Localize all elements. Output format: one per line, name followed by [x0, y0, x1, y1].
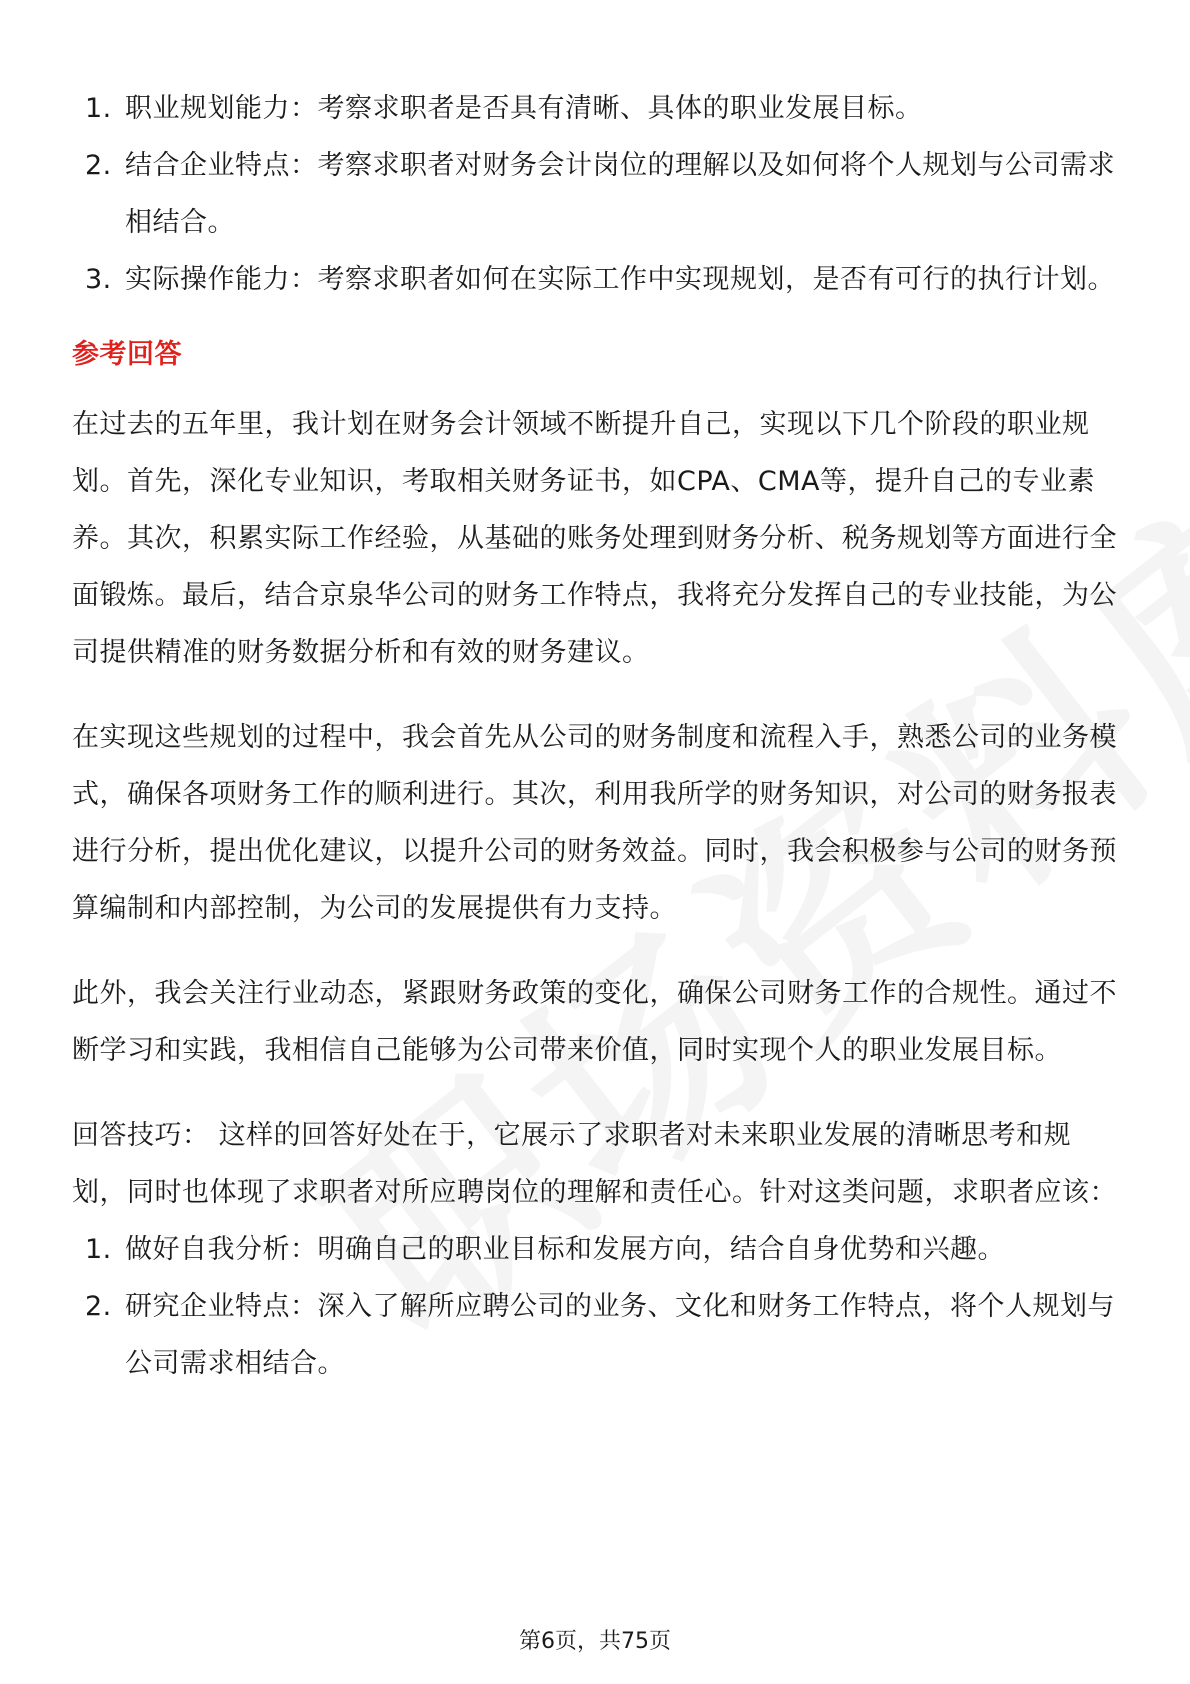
list-item-number: 2. [85, 1291, 112, 1322]
list-item [72, 251, 1122, 308]
answer-paragraph: 在实现这些规划的过程中，我会首先从公司的财务制度和流程入手，熟悉公司的业务模式，确保各项财务工作的顺利进行。其次，利用我所学的财务知识，对公司的财务报表进行分析，提出优化建议，以提升公司的财务效益。同时，我会积极参与公司的财务预算编制和内部控制，为公司的发展提供有力支持。 [72, 722, 1117, 924]
section-heading: 参考回答 [72, 339, 182, 370]
answer-paragraph: 此外，我会关注行业动态，紧跟财务政策的变化，确保公司财务工作的合规性。通过不断学习和实践，我相信自己能够为公司带来价值，同时实现个人的职业发展目标。 [72, 978, 1117, 1066]
list-item [72, 80, 1122, 137]
list-item-number: 3. [85, 264, 112, 295]
list-item-text: 结合企业特点：考察求职者对财务会计岗位的理解以及如何将个人规划与公司需求相结合。 [125, 150, 1115, 238]
list-item-number: 1. [85, 1234, 112, 1265]
answer-paragraph: 在过去的五年里，我计划在财务会计领域不断提升自己，实现以下几个阶段的职业规划。首先，深化专业知识，考取相关财务证书，如CPA、CMA等，提升自己的专业素养。其次，积累实际工作经验，从基础的账务处理到财务分析、税务规划等方面进行全面锻炼。最后，结合京泉华公司的财务工作特点，我将充分发挥自己的专业技能，为公司提供精准的财务数据分析和有效的财务建议。 [72, 409, 1117, 668]
list-item-text: 做好自我分析：明确自己的职业目标和发展方向，结合自身优势和兴趣。 [125, 1234, 1005, 1265]
list-item [72, 137, 1122, 251]
list-item-number: 2. [85, 150, 112, 181]
list-item-text: 实际操作能力：考察求职者如何在实际工作中实现规划，是否有可行的执行计划。 [125, 264, 1115, 295]
page-number-footer: 第6页，共75页 [519, 1629, 671, 1654]
list-item [72, 1278, 1122, 1392]
list-item-text: 职业规划能力：考察求职者是否具有清晰、具体的职业发展目标。 [125, 93, 923, 124]
document-page [72, 80, 1122, 1392]
list-item-text: 研究企业特点：深入了解所应聘公司的业务、文化和财务工作特点，将个人规划与公司需求相结合。 [125, 1291, 1115, 1379]
tips-list [72, 1221, 1122, 1392]
list-item [72, 1221, 1122, 1278]
list-item-number: 1. [85, 93, 112, 124]
answer-tips-paragraph: 回答技巧： 这样的回答好处在于，它展示了求职者对未来职业发展的清晰思考和规划，同时也体现了求职者对所应聘岗位的理解和责任心。针对这类问题，求职者应该： [72, 1120, 1117, 1208]
evaluation-points-list [72, 80, 1122, 308]
